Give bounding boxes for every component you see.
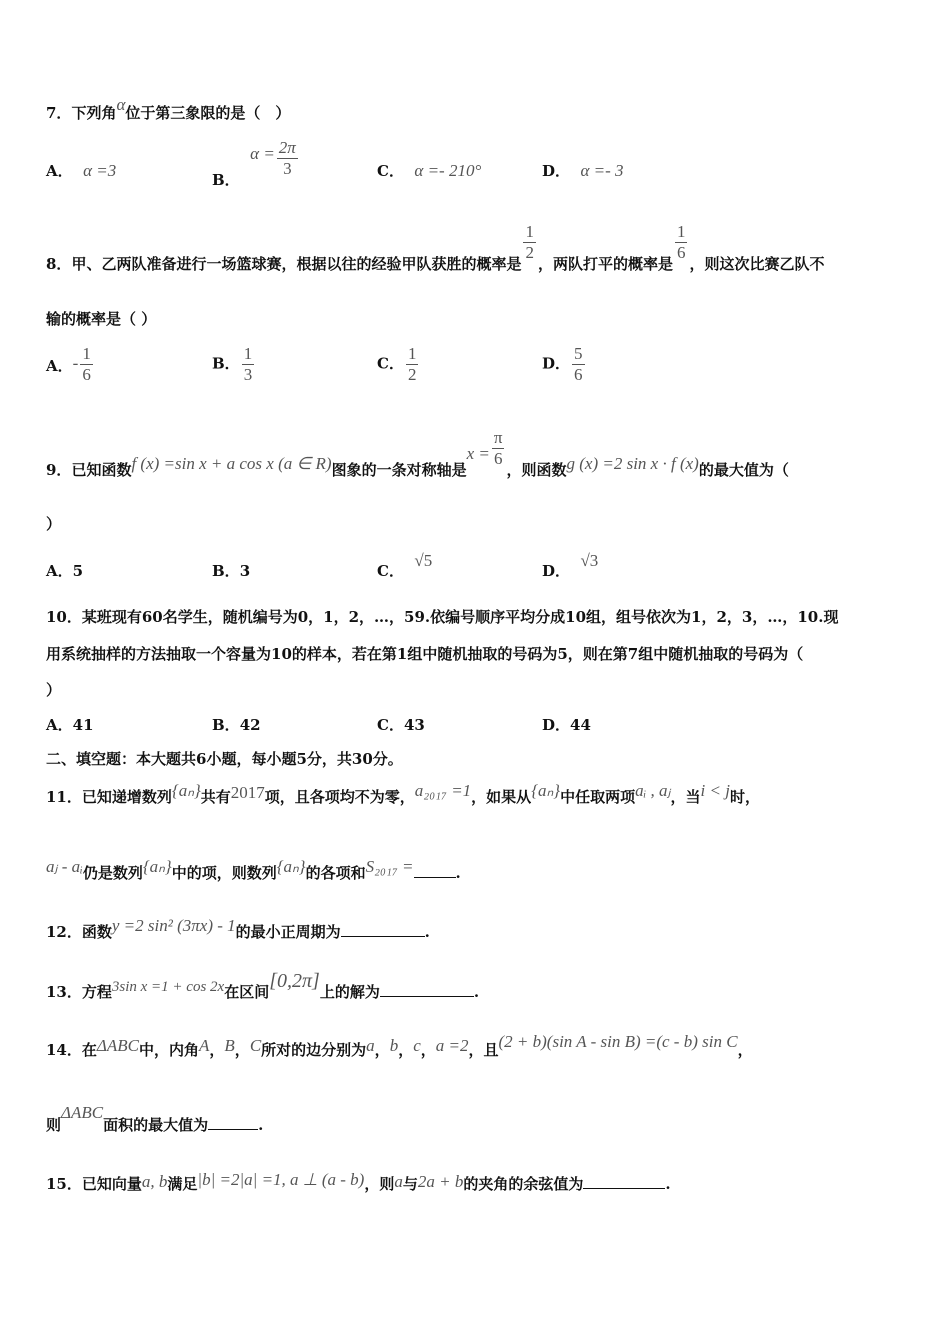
q10-option-d[interactable]: D．44 <box>542 716 591 734</box>
fraction: $\frac{5}{6}$ <box>574 344 583 384</box>
answer-blank[interactable] <box>414 863 456 878</box>
fraction: $\frac{1}{6}$ <box>676 222 686 262</box>
q10-option-c[interactable]: C．43 <box>377 716 425 734</box>
question-14-line2: 则ΔABC面积的最大值为 . <box>46 1103 264 1134</box>
q9-option-d[interactable]: D． √3 <box>542 551 599 580</box>
question-9-stem-line2: ） <box>46 515 62 533</box>
q8-option-c[interactable]: C． $\frac{1}{2}$ <box>377 344 417 384</box>
question-14-line1: 14．在ΔABC中，内角A，B，C所对的边分别为a，b，c，a =2，且(2 + b)(sin A - sin B) =(c - b) sin C， <box>46 1032 753 1059</box>
question-8-stem: 8．甲、乙两队准备进行一场篮球赛，根据以往的经验甲队获胜的概率是 $\frac{1}{2}$ ，两队打平的概率是 $\frac{1}{6}$ ，则这次比赛乙队不 <box>46 222 825 273</box>
fraction: $\frac{1}{2}$ <box>407 344 417 384</box>
q9-option-a[interactable]: A．5 <box>46 562 84 580</box>
answer-blank[interactable] <box>208 1115 258 1130</box>
question-10-line2: 用系统抽样的方法抽取一个容量为10的样本，若在第1组中随机抽取的号码为5，则在第7组中随机抽取的号码为（ <box>46 645 804 663</box>
q9-option-c[interactable]: C． √5 <box>377 551 433 580</box>
fraction: $\frac{\pi}{6}$ <box>493 428 503 468</box>
question-9-stem: 9．已知函数f (x) =sin x + a cos x (a ∈ R)图象的一条对称轴是x = $\frac{\pi}{6}$ ，则函数g (x) =2 sin x · f (x)的最大值为（ <box>46 428 789 479</box>
question-10-line1: 10．某班现有60名学生，随机编号为0，1，2，…，59.依编号顺序平均分成10组，组号依次为1，2，3，…，10.现 <box>46 608 839 626</box>
q10-option-a[interactable]: A．41 <box>46 716 94 734</box>
section-2-heading: 二、填空题：本大题共6小题，每小题5分，共30分。 <box>46 750 403 768</box>
question-11-line2: aⱼ - aᵢ仍是数列{aₙ}中的项，则数列{aₙ}的各项和S₂₀₁₇ = . <box>46 857 461 882</box>
question-7-stem: 7．下列角α位于第三象限的是（ ） <box>46 95 291 122</box>
question-10-line3: ） <box>46 681 62 699</box>
q7-option-d[interactable]: D． α =- 3 <box>542 161 624 180</box>
question-8-stem-line2: 输的概率是（ ） <box>46 310 157 328</box>
answer-blank[interactable] <box>583 1174 665 1189</box>
fraction: $\frac{1}{2}$ <box>525 222 534 262</box>
q9-option-b[interactable]: B．3 <box>212 562 251 580</box>
fraction: $\frac{2\pi}{3}$ <box>278 138 296 178</box>
question-15: 15．已知向量a, b满足|b| =2|a| =1, a ⊥ (a - b)，则a与2a + b的夹角的余弦值为 . <box>46 1170 671 1193</box>
q8-option-d[interactable]: D． $\frac{5}{6}$ <box>542 344 583 384</box>
q8-option-b[interactable]: B． $\frac{1}{3}$ <box>212 344 253 384</box>
q7-option-a[interactable]: A． α =3 <box>46 161 117 180</box>
q7-option-c[interactable]: C． α =- 210° <box>377 161 482 180</box>
q7-option-b[interactable]: B． α = $\frac{2\pi}{3}$ <box>212 138 296 189</box>
fraction: $\frac{1}{3}$ <box>243 344 253 384</box>
question-13: 13．方程3sin x =1 + cos 2x在区间[0,2π]上的解为 . <box>46 970 480 1001</box>
question-12: 12．函数y =2 sin² (3πx) - 1的最小正周期为 . <box>46 916 430 941</box>
fraction: $\frac{1}{6}$ <box>82 344 91 384</box>
answer-blank[interactable] <box>380 982 474 997</box>
question-11-line1: 11．已知递增数列{aₙ}共有2017项，且各项均不为零，a₂₀₁₇ =1，如果从{aₙ}中任取两项aᵢ , aⱼ，当i < j时， <box>46 781 760 806</box>
answer-blank[interactable] <box>341 922 425 937</box>
q8-option-a[interactable]: A．- $\frac{1}{6}$ <box>46 344 91 384</box>
q10-option-b[interactable]: B．42 <box>212 716 261 734</box>
